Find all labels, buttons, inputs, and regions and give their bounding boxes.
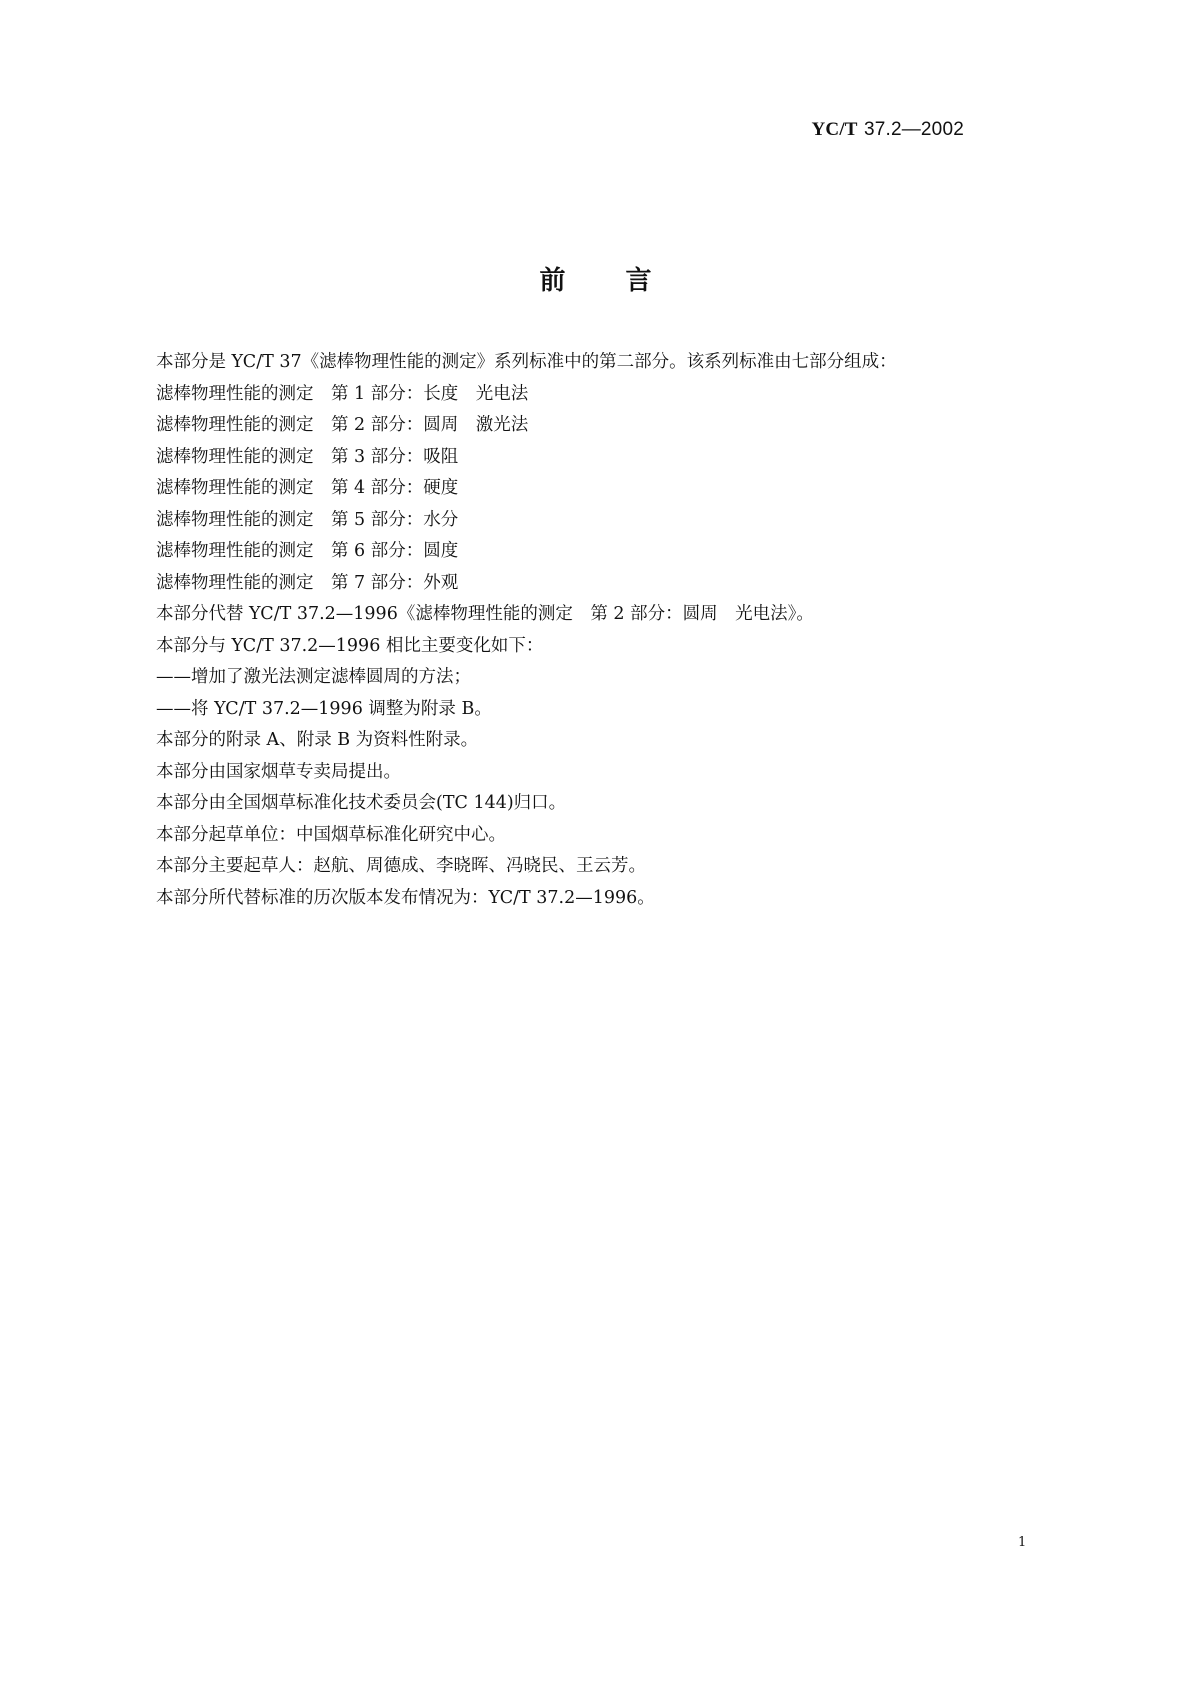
foreword-body bbox=[156, 347, 1036, 914]
paragraph-intro: 本部分是 YC/T 37《滤棒物理性能的测定》系列标准中的第二部分。该系列标准由七部分组成： bbox=[156, 352, 897, 372]
page-number: 1 bbox=[1018, 1535, 1027, 1550]
list-item-part-1: 滤棒物理性能的测定 第 1 部分：长度 光电法 bbox=[156, 383, 529, 404]
change-item-1: ——增加了激光法测定滤棒圆周的方法； bbox=[156, 667, 471, 687]
standard-code bbox=[811, 118, 964, 141]
paragraph-changes: 本部分与 YC/T 37.2—1996 相比主要变化如下： bbox=[156, 635, 544, 656]
paragraph-replaces: 本部分代替 YC/T 37.2—1996《滤棒物理性能的测定 第 2 部分：圆周 光电法》。 bbox=[156, 604, 814, 624]
list-item-part-2: 滤棒物理性能的测定 第 2 部分：圆周 激光法 bbox=[156, 415, 529, 435]
standard-prefix: YC/T bbox=[811, 119, 858, 140]
title-char-2: 言 bbox=[625, 266, 652, 296]
list-item-part-7: 滤棒物理性能的测定 第 7 部分：外观 bbox=[156, 572, 459, 593]
paragraph-administered-by: 本部分由全国烟草标准化技术委员会(TC 144)归口。 bbox=[156, 793, 567, 813]
paragraph-history: 本部分所代替标准的历次版本发布情况为：YC/T 37.2—1996。 bbox=[156, 887, 655, 908]
paragraph-drafting-unit: 本部分起草单位：中国烟草标准化研究中心。 bbox=[156, 824, 506, 845]
paragraph-proposed-by: 本部分由国家烟草专卖局提出。 bbox=[156, 761, 401, 782]
paragraph-drafters: 本部分主要起草人：赵航、周德成、李晓晖、冯晓民、王云芳。 bbox=[156, 856, 646, 876]
list-item-part-6: 滤棒物理性能的测定 第 6 部分：圆度 bbox=[156, 541, 459, 561]
title-char-1: 前 bbox=[539, 266, 566, 296]
list-item-part-3: 滤棒物理性能的测定 第 3 部分：吸阻 bbox=[156, 446, 459, 467]
paragraph-annexes: 本部分的附录 A、附录 B 为资料性附录。 bbox=[156, 730, 479, 750]
list-item-part-5: 滤棒物理性能的测定 第 5 部分：水分 bbox=[156, 509, 459, 530]
change-item-2: ——将 YC/T 37.2—1996 调整为附录 B。 bbox=[156, 698, 492, 719]
page-title bbox=[0, 260, 1191, 297]
list-item-part-4: 滤棒物理性能的测定 第 4 部分：硬度 bbox=[156, 478, 459, 498]
standard-number: 37.2—2002 bbox=[863, 119, 964, 140]
